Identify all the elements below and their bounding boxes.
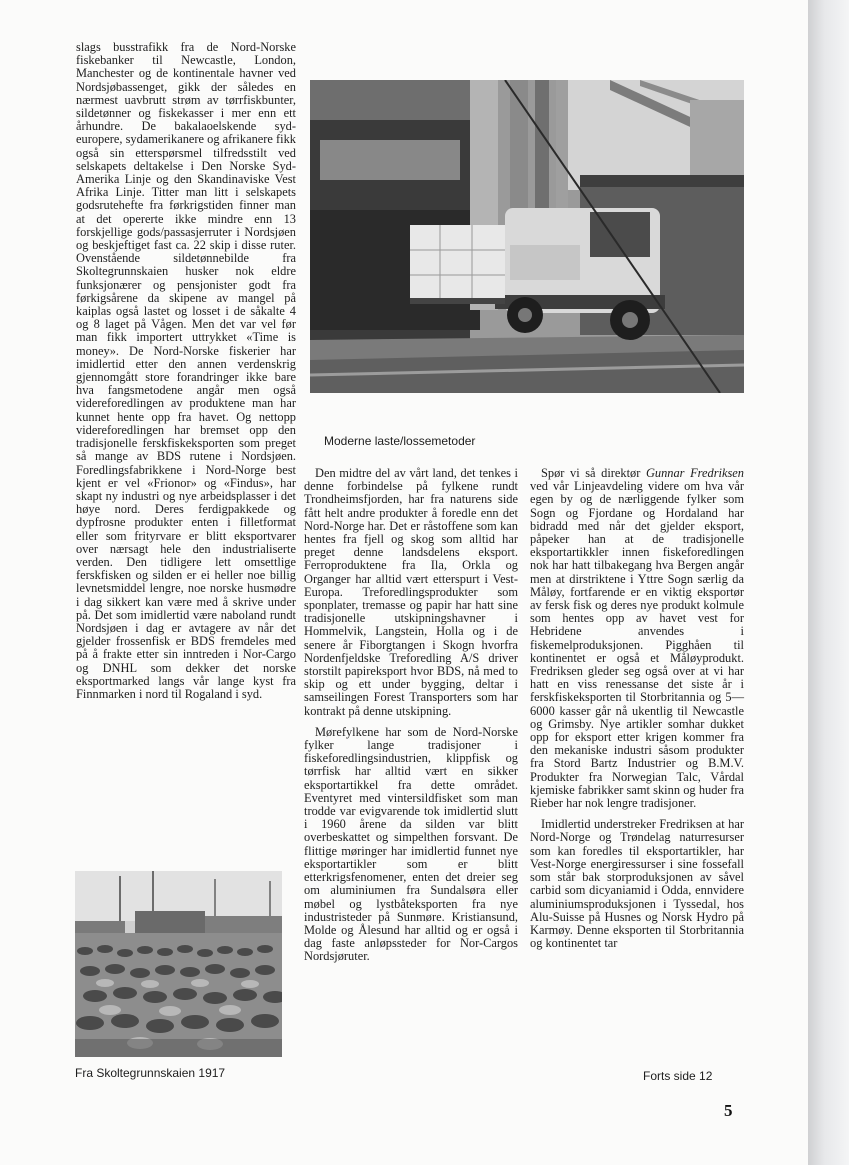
column-2-paragraph-2: Mørefylkene har som de Nord-Norske fylker lange tradisjoner i fiskeforedlingsindustrien, klippfisk og tørrfisk har alltid vært en sikker eksportartikkel fra dette området. Eventyret med vintersildfisket som man trodde var evigvarende tok imidlertid slutt i 1960 årene da silden var blitt overbeskattet og simpelthen forsvant. De flittige møringer har imidlertid funnet nye eksportartikler som er blitt etterkrigsfenomener, enten det dreier seg om aluminiumen fra Sundalsøra eller møbel og lystbåteksporten fra nye industristeder på Sunmøre. Kristiansund, Molde og Ålesund har alltid og er også i dag faste anløpssteder for Nor-Cargos Nordsjøruter.	[304, 724, 518, 964]
column-1-paragraph: slags busstrafikk fra de Nord-Norske fiskebanker til Newcastle, London, Manchester og de kontinentale havner ved Nordsjøbassenget, gikk der således en nærmest uavbrutt strøm av tørrfiskbunter, sildetønner og fiskekasser i mer enn ett århundre. De bakalaoelskende syd-europere, sydamerikanere og afrikanere fikk også sin etterspørsmel tilfredsstilt ved selskapets deltakelse i Den Norske Syd-Amerika Linje og den Skandinaviske Vest Afrika Linje. Titter man litt i selskapets godsrutehefte fra førkrigstiden finner man at det opererte ikke mindre enn 13 forskjellige gods/passasjerruter i Nordsjøen og beskjeftiget fast ca. 22 skip i disse ruter. Ovenstående sildetønnebilde fra Skoltegrunnskaien husker nok eldre funksjonærer og pensjonister godt fra førkigsårene da skipene av mangel på kaiplas også lastet og losset i de såkalte 4 og 8 laget på Vågen. Men det var vel før man fikk importert uttrykket «Time is money». De Nord-Norske fiskerier har imidlertid etter den annen verdenskrig gjennomgått store forandringer ikke bare hva fangsmetodene angår men også videreforedlingen av produktene man har kunnet hente opp fra havet. Og nettopp videreforedlingen har bremset opp den tradisjonelle ferskfiskeksporten som preget så mange av BDS rutene i Nordsjøen. Foredlingsfabrikkene i Nord-Norge best kjent er vel «Frionor» og «Findus», har skapt ny industri og nye arbeidsplasser i det høye nord. Deres ferdigpakkede og dypfrosne produkter enten i filletformat eller som frityrvare er blitt eksportvarer over nærsagt hele den industrialiserte verden. Den tidligere lett omsettlige ferskfisken og silden er ei heller noe billig levnetsmiddel lengre, noe norske husmødre i dag sikkert kan være med å skrive under på. Det som imidlertid være naboland rundt Nordsjøen i dag er avtagere av når det gjelder frossenfisk er BDS fremdeles med på å frakte etter sin inntreden i Nor-Cargo og DNHL som dekker det norske eksportmarked langs vår lange kyst fra Finnmarken i nord til Rogaland i syd.	[76, 40, 296, 701]
main-photo-caption: Moderne laste/lossemetoder	[324, 434, 476, 448]
small-photo-caption: Fra Skoltegrunnskaien 1917	[75, 1066, 226, 1080]
column-3-paragraph-2: Imidlertid understreker Fredriksen at har Nord-Norge og Trøndelag naturresurser som kan foredles til eksportartikler, har Vest-Norge energiressurser i sine fossefall som står bak storproduksjonen av såvel carbid som dicyaniamid i Odda, ennvidere aluminiumsproduksjonen i Tyssedal, hos Alu-Suisse på Husnes og Norsk Hydro på Karmøy. Denne eksporten til Storbritannia og kontinentet tar	[530, 817, 744, 951]
small-photo-skoltegrunnskaien	[75, 871, 282, 1057]
article-column-1	[76, 41, 296, 701]
page-number: 5	[724, 1101, 733, 1120]
main-photo-loading-truck	[310, 80, 744, 393]
article-column-3	[530, 467, 744, 950]
page-edge	[808, 0, 849, 1165]
column-2-paragraph-1: Den midtre del av vårt land, det tenkes i denne forbindelse på fylkene rundt Trondheimsfjorden, har fra naturens side fått helt andre produkter å foredle enn det Nord-Norge har. Det er råstoffene som kan hentes fra fjell og skog som alltid har preget denne landsdelens eksport. Ferroproduktene fra Ila, Orkla og Organger har alltid vært etterspurt i Vest-Europa. Treforedlingsprodukter som sponplater, tremasse og papir har hatt sine tradisjonelle utskipningshavner i Hommelvik, Langstein, Holla og i de senere år Fiborgtangen i Skogn hvorfra Nordenfjeldske Treforedling A/S driver storstilt papireksport hvor BDS, nå med to skip og ett under bygging, deltar i samseilingen Forest Transporters som har kontrakt på denne utskipning.	[304, 466, 518, 718]
continued-note: Forts side 12	[643, 1069, 713, 1083]
director-name: Gunnar Fredriksen	[645, 466, 744, 480]
column-3-paragraph-1: Spør vi så direktør Gunnar Fredriksen ved vår Linjeavdeling videre om hva vår egen by og de nærliggende fylker som Sogn og Fjordane og Hordaland har bidradd med når det gjelder eksport, påpeker han at de tradisjonelle eksportartikkler innen fiskeforedlingen nok har hatt tilbakegang hva Bergen angår men at dirstriktene i Yttre Sogn særlig da Måløy, fortfarende er en viktig eksportør av fersk fisk og deres nye produkt kolmule som hentes opp av havet vest for Hebridene anvendes i fiskemelproduksjonen. Pigghåen til kontinentet er også et Måløyprodukt. Fredriksen gleder seg også over at vi har hatt en viss renessanse det siste år i ferskfiskeksporten til Storbritannia og 5—6000 kasser går nå ukentlig til Newcastle og Grimsby. Nye artikler somhar dukket opp for eksport etter krigen kommer fra den mekaniske industri såsom produkter fra Stord Bartz Industrier og B.M.V. Produkter fra Norwegian Talc, Vårdal kjemiske fabrikker samt skinn og huder fra Rieber har nok lengre tradisjoner.	[530, 466, 744, 811]
article-column-2	[304, 467, 518, 964]
